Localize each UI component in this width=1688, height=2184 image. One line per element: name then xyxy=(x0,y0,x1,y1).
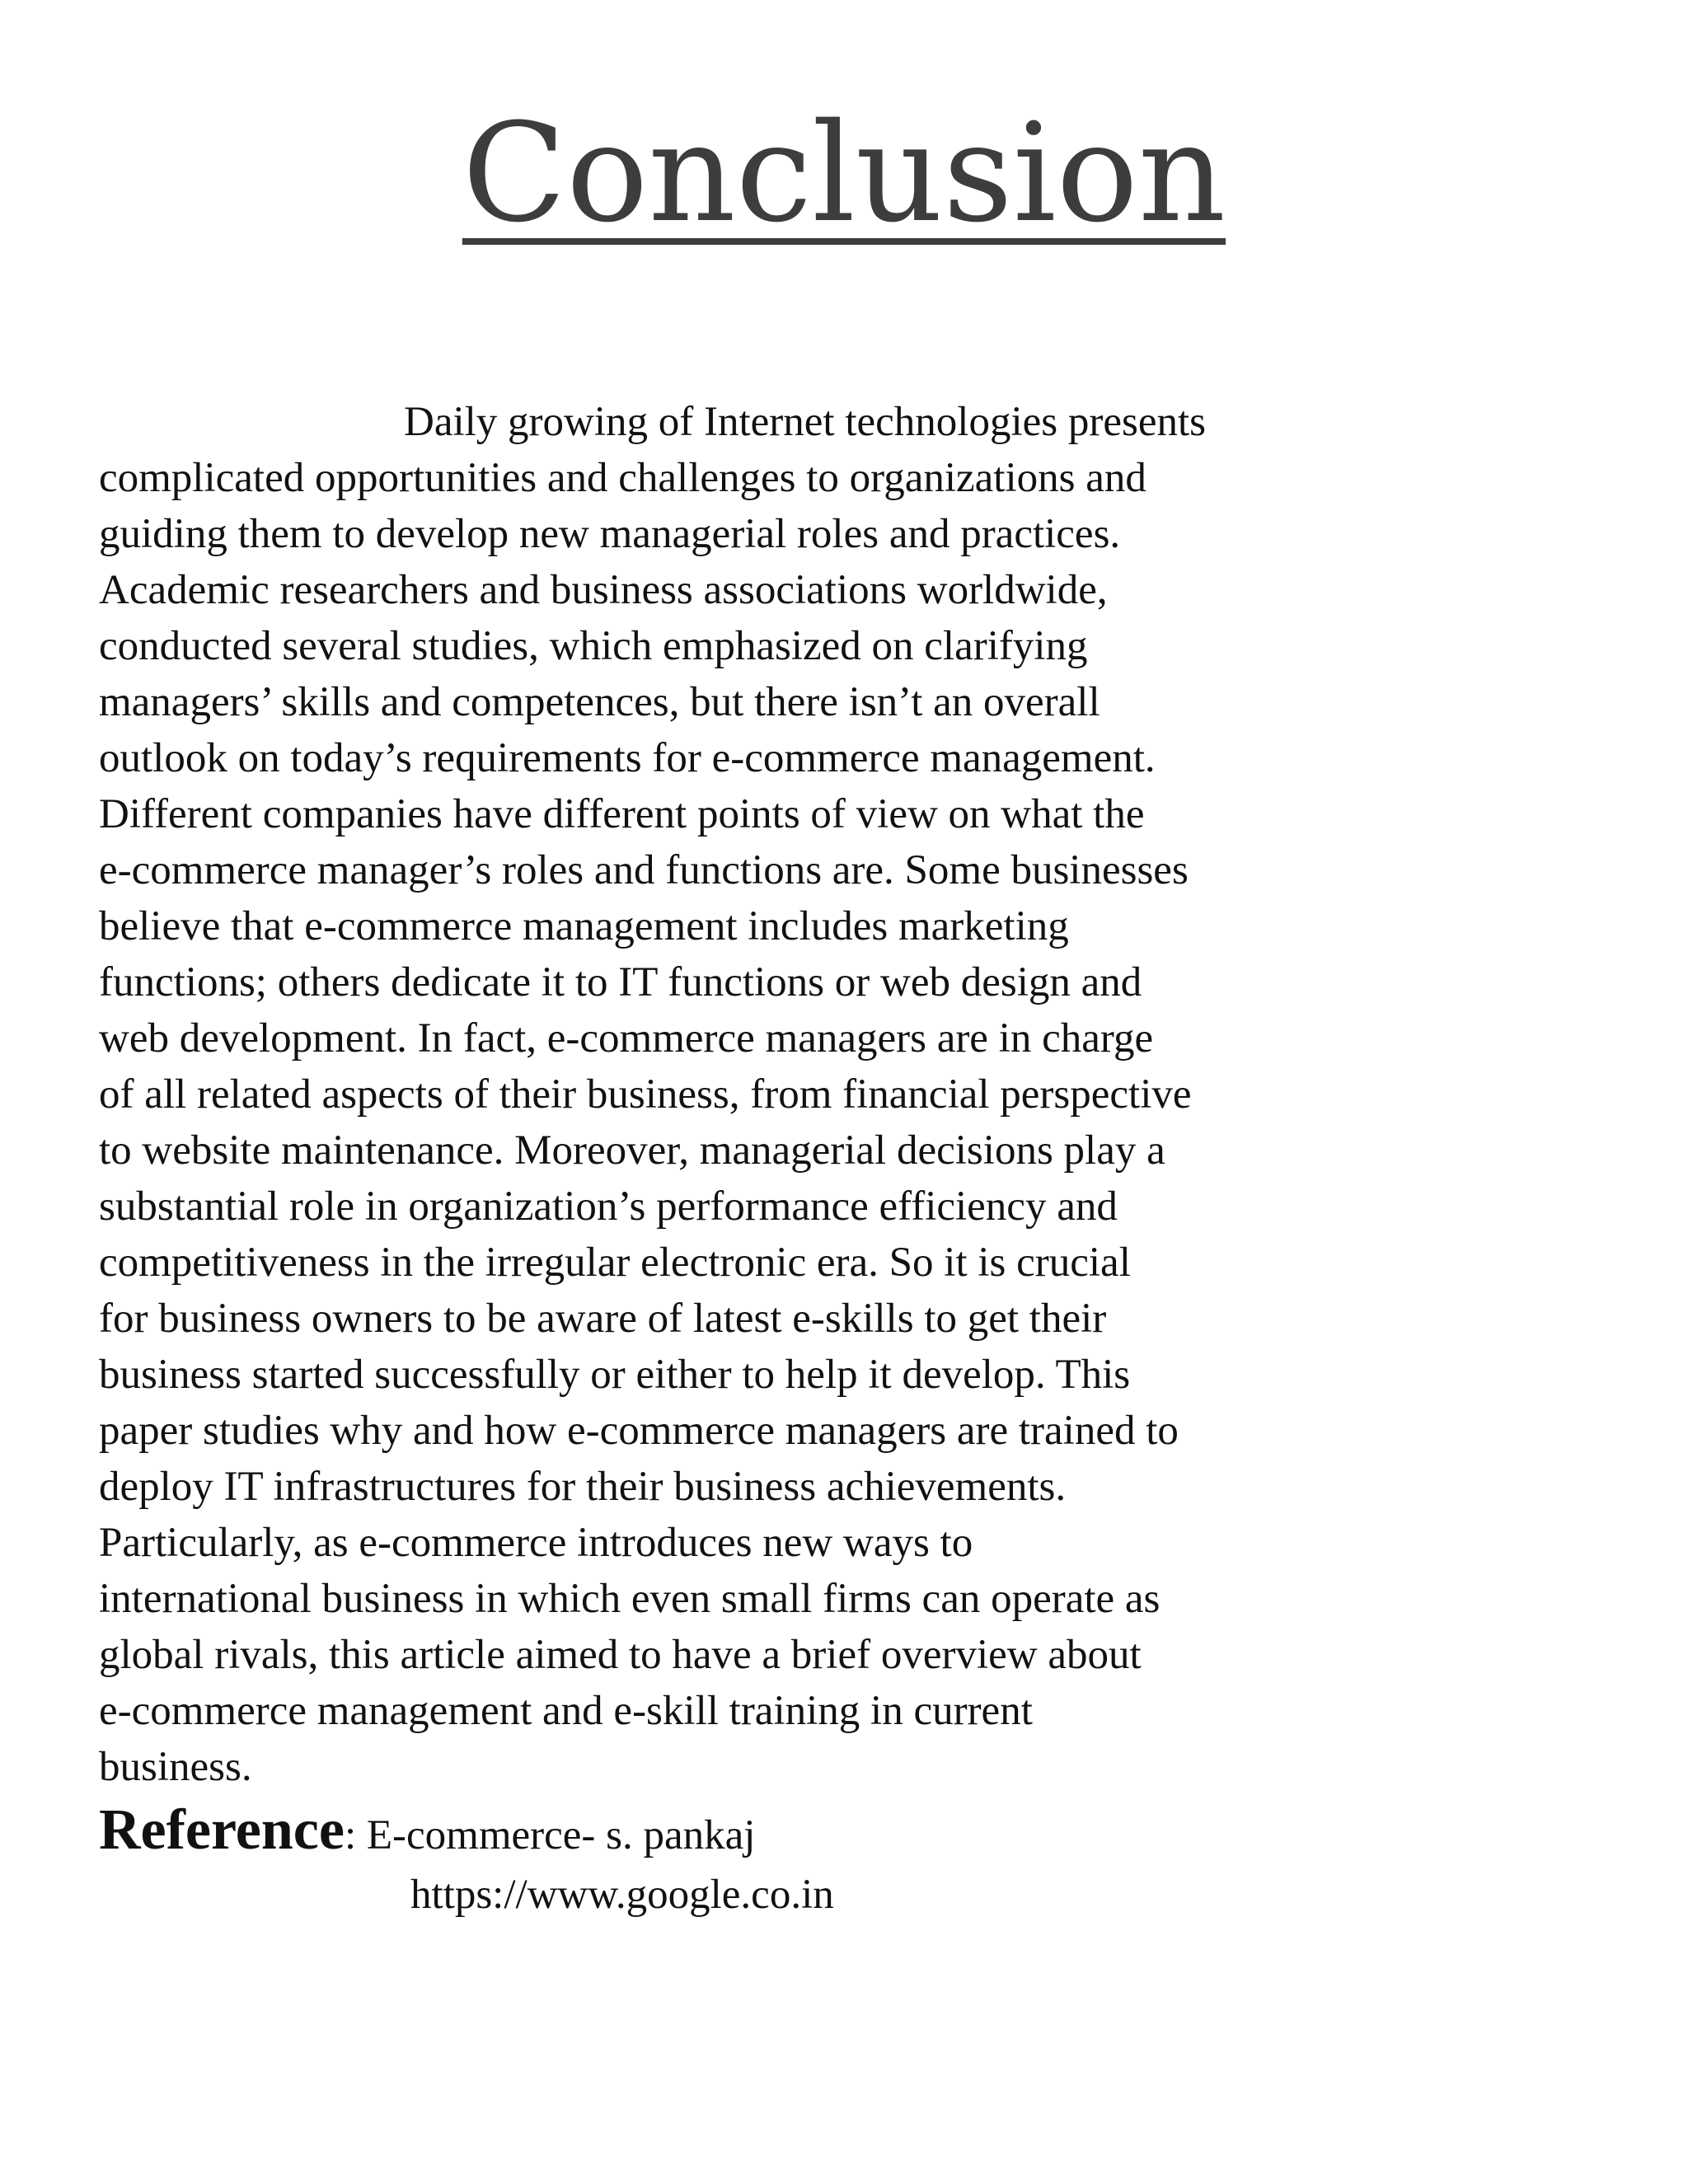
paragraph-line: guiding them to develop new managerial roles and practices. xyxy=(99,511,1121,557)
reference-source: E-commerce- s. pankaj xyxy=(356,1812,756,1858)
paragraph-line: international business in which even small firms can operate as xyxy=(99,1576,1160,1622)
conclusion-paragraph xyxy=(99,394,1385,1795)
paragraph-line: e-commerce manager’s roles and functions are. Some businesses xyxy=(99,847,1189,893)
paragraph-line: for business owners to be aware of latest e-skills to get their xyxy=(99,1296,1107,1342)
reference-section xyxy=(99,1798,1335,1924)
paragraph-line: believe that e-commerce management includes marketing xyxy=(99,903,1069,949)
paragraph-line: Academic researchers and business associations worldwide, xyxy=(99,567,1108,613)
page-title: Conclusion xyxy=(462,94,1226,252)
paragraph-line: global rivals, this article aimed to have a brief overview about xyxy=(99,1632,1142,1678)
reference-separator: : xyxy=(344,1812,357,1858)
paragraph-line: conducted several studies, which emphasized on clarifying xyxy=(99,623,1088,669)
paragraph-line: of all related aspects of their business, from financial perspective xyxy=(99,1071,1192,1118)
paragraph-line: Particularly, as e-commerce introduces new ways to xyxy=(99,1520,973,1566)
paragraph-line: Daily growing of Internet technologies presents xyxy=(404,399,1206,445)
reference-url: https://www.google.co.in xyxy=(410,1872,834,1918)
paragraph-line: to website maintenance. Moreover, managerial decisions play a xyxy=(99,1127,1165,1174)
paragraph-line: Different companies have different points of view on what the xyxy=(99,791,1145,837)
paragraph-line: managers’ skills and competences, but there isn’t an overall xyxy=(99,679,1100,725)
paragraph-line: e-commerce management and e-skill training in current xyxy=(99,1688,1033,1734)
paragraph-line: substantial role in organization’s performance efficiency and xyxy=(99,1183,1118,1230)
paragraph-line: web development. In fact, e-commerce managers are in charge xyxy=(99,1015,1154,1062)
paragraph-line: complicated opportunities and challenges to organizations and xyxy=(99,455,1146,501)
paragraph-line: business started successfully or either to help it develop. This xyxy=(99,1352,1131,1398)
paragraph-line: business. xyxy=(99,1744,252,1790)
paragraph-line: functions; others dedicate it to IT functions or web design and xyxy=(99,959,1142,1005)
paragraph-line: deploy IT infrastructures for their business achievements. xyxy=(99,1464,1067,1510)
paragraph-line: outlook on today’s requirements for e-commerce management. xyxy=(99,735,1156,781)
paragraph-line: paper studies why and how e-commerce managers are trained to xyxy=(99,1408,1179,1454)
reference-label: Reference xyxy=(99,1798,345,1862)
paragraph-line: competitiveness in the irregular electronic era. So it is crucial xyxy=(99,1240,1131,1286)
